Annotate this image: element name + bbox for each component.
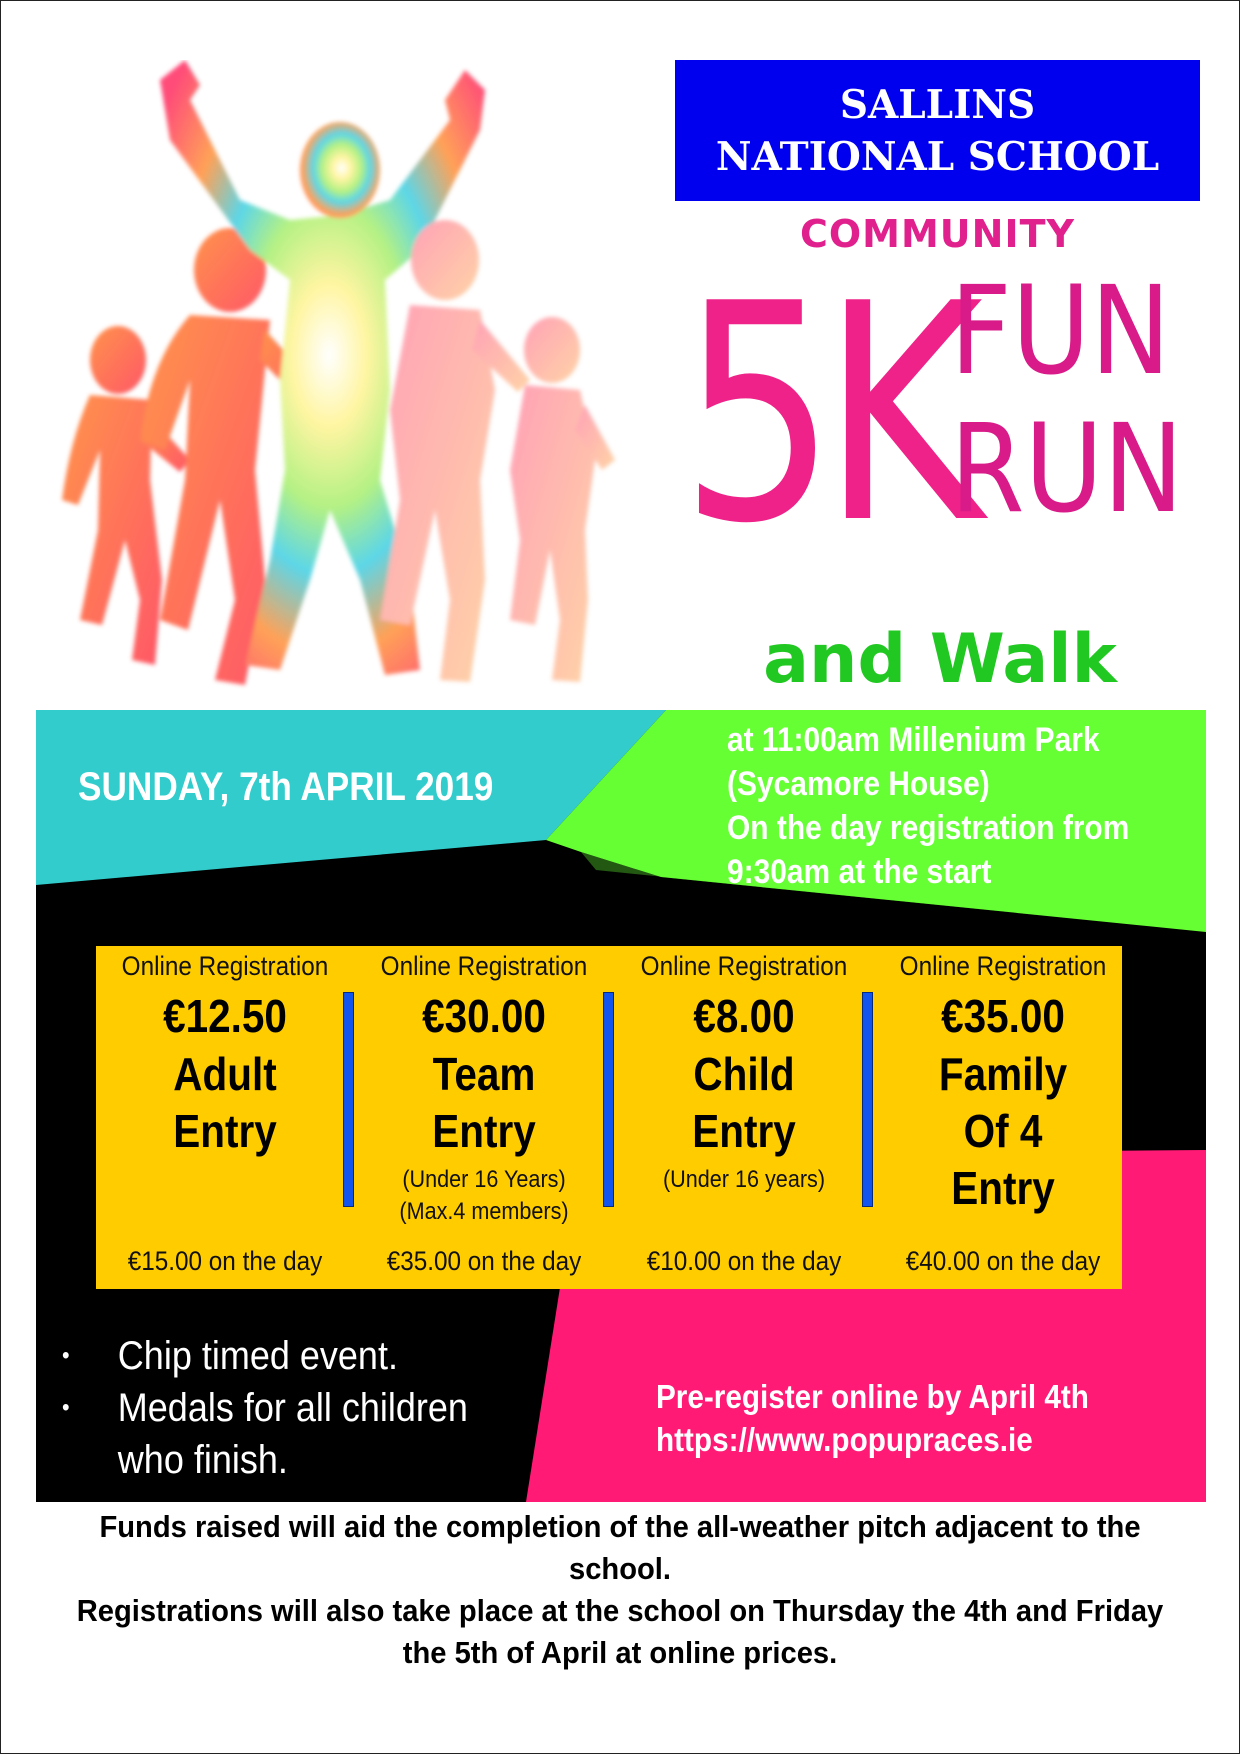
school-name-box xyxy=(675,60,1200,201)
footer-line: school. xyxy=(568,1551,671,1586)
price-column-team xyxy=(355,946,613,1289)
entry-name-line: Team xyxy=(432,1048,536,1100)
runners-illustration xyxy=(40,60,660,710)
bullet-item xyxy=(62,1330,468,1382)
event-date: SUNDAY, 7th APRIL 2019 xyxy=(78,765,494,809)
bullet-item-continuation xyxy=(62,1434,468,1486)
runner-right-small xyxy=(510,317,615,682)
entry-note: (Under 16 Years) xyxy=(402,1166,566,1193)
online-registration-label: Online Registration xyxy=(640,951,848,981)
fun-run-title xyxy=(950,262,1183,538)
feature-bullets xyxy=(62,1330,468,1486)
entry-name-line: Of 4 xyxy=(963,1105,1043,1157)
entry-name-line: Entry xyxy=(173,1105,277,1157)
venue-line: 9:30am at the start xyxy=(727,853,992,891)
bullet-item xyxy=(62,1382,468,1434)
and-walk-title: and Walk xyxy=(763,620,1117,699)
on-the-day-price: €10.00 on the day xyxy=(646,1246,842,1276)
entry-name-line: Entry xyxy=(692,1105,796,1157)
entry-name-line: Entry xyxy=(432,1105,536,1157)
entry-note: (Under 16 years) xyxy=(662,1166,826,1193)
on-the-day-price: €40.00 on the day xyxy=(905,1246,1101,1276)
bullet-text: Chip timed event. xyxy=(117,1334,398,1378)
run-word: RUN xyxy=(950,398,1184,540)
5k-title: 5K xyxy=(680,240,969,589)
pricing-panel xyxy=(96,946,1122,1289)
entry-note: (Max.4 members) xyxy=(399,1198,569,1225)
preregister-info xyxy=(656,1375,1089,1461)
price-column-family xyxy=(874,946,1132,1289)
entry-name-line: Adult xyxy=(173,1048,277,1100)
footer-line: Registrations will also take place at the school on Thursday the 4th and Friday xyxy=(76,1593,1164,1628)
online-price: €8.00 xyxy=(693,990,795,1042)
column-divider xyxy=(343,992,354,1207)
on-the-day-price: €15.00 on the day xyxy=(127,1246,323,1276)
venue-line: On the day registration from xyxy=(727,809,1130,847)
price-column-adult xyxy=(96,946,354,1289)
online-registration-label: Online Registration xyxy=(899,951,1107,981)
online-price: €35.00 xyxy=(941,990,1065,1042)
entry-name xyxy=(630,1046,857,1160)
venue-line: at 11:00am Millenium Park xyxy=(727,721,1100,759)
fun-word: FUN xyxy=(950,260,1171,402)
entry-name-line: Entry xyxy=(951,1162,1055,1214)
bullet-dot-icon: • xyxy=(62,1394,70,1421)
school-name-line1: SALLINS xyxy=(839,81,1036,128)
entry-name-line: Child xyxy=(693,1048,795,1100)
online-price: €12.50 xyxy=(163,990,287,1042)
online-registration-label: Online Registration xyxy=(121,951,329,981)
entry-name xyxy=(111,1046,338,1160)
footer-line: the 5th of April at online prices. xyxy=(402,1635,838,1670)
preregister-text: Pre-register online by April 4th xyxy=(656,1378,1089,1415)
online-price: €30.00 xyxy=(422,990,546,1042)
bullet-dot-icon: • xyxy=(62,1342,70,1369)
entry-name xyxy=(889,1046,1116,1217)
entry-name-line: Family xyxy=(938,1048,1068,1100)
preregister-url[interactable]: https://www.popupraces.ie xyxy=(656,1421,1033,1458)
column-divider xyxy=(603,992,614,1207)
footer-line: Funds raised will aid the completion of the all-weather pitch adjacent to the xyxy=(99,1509,1141,1544)
bullet-text: Medals for all children xyxy=(117,1386,468,1430)
runner-right xyxy=(380,220,530,682)
school-name-line2: NATIONAL SCHOOL xyxy=(715,133,1160,180)
bullet-text: who finish. xyxy=(117,1438,288,1482)
on-the-day-price: €35.00 on the day xyxy=(386,1246,582,1276)
event-venue xyxy=(727,718,1129,894)
entry-name xyxy=(370,1046,597,1160)
venue-line: (Sycamore House) xyxy=(727,765,990,803)
community-heading: COMMUNITY xyxy=(799,212,1076,256)
online-registration-label: Online Registration xyxy=(380,951,588,981)
column-divider xyxy=(862,992,873,1207)
footer-notes xyxy=(75,1506,1165,1674)
price-column-child xyxy=(615,946,873,1289)
